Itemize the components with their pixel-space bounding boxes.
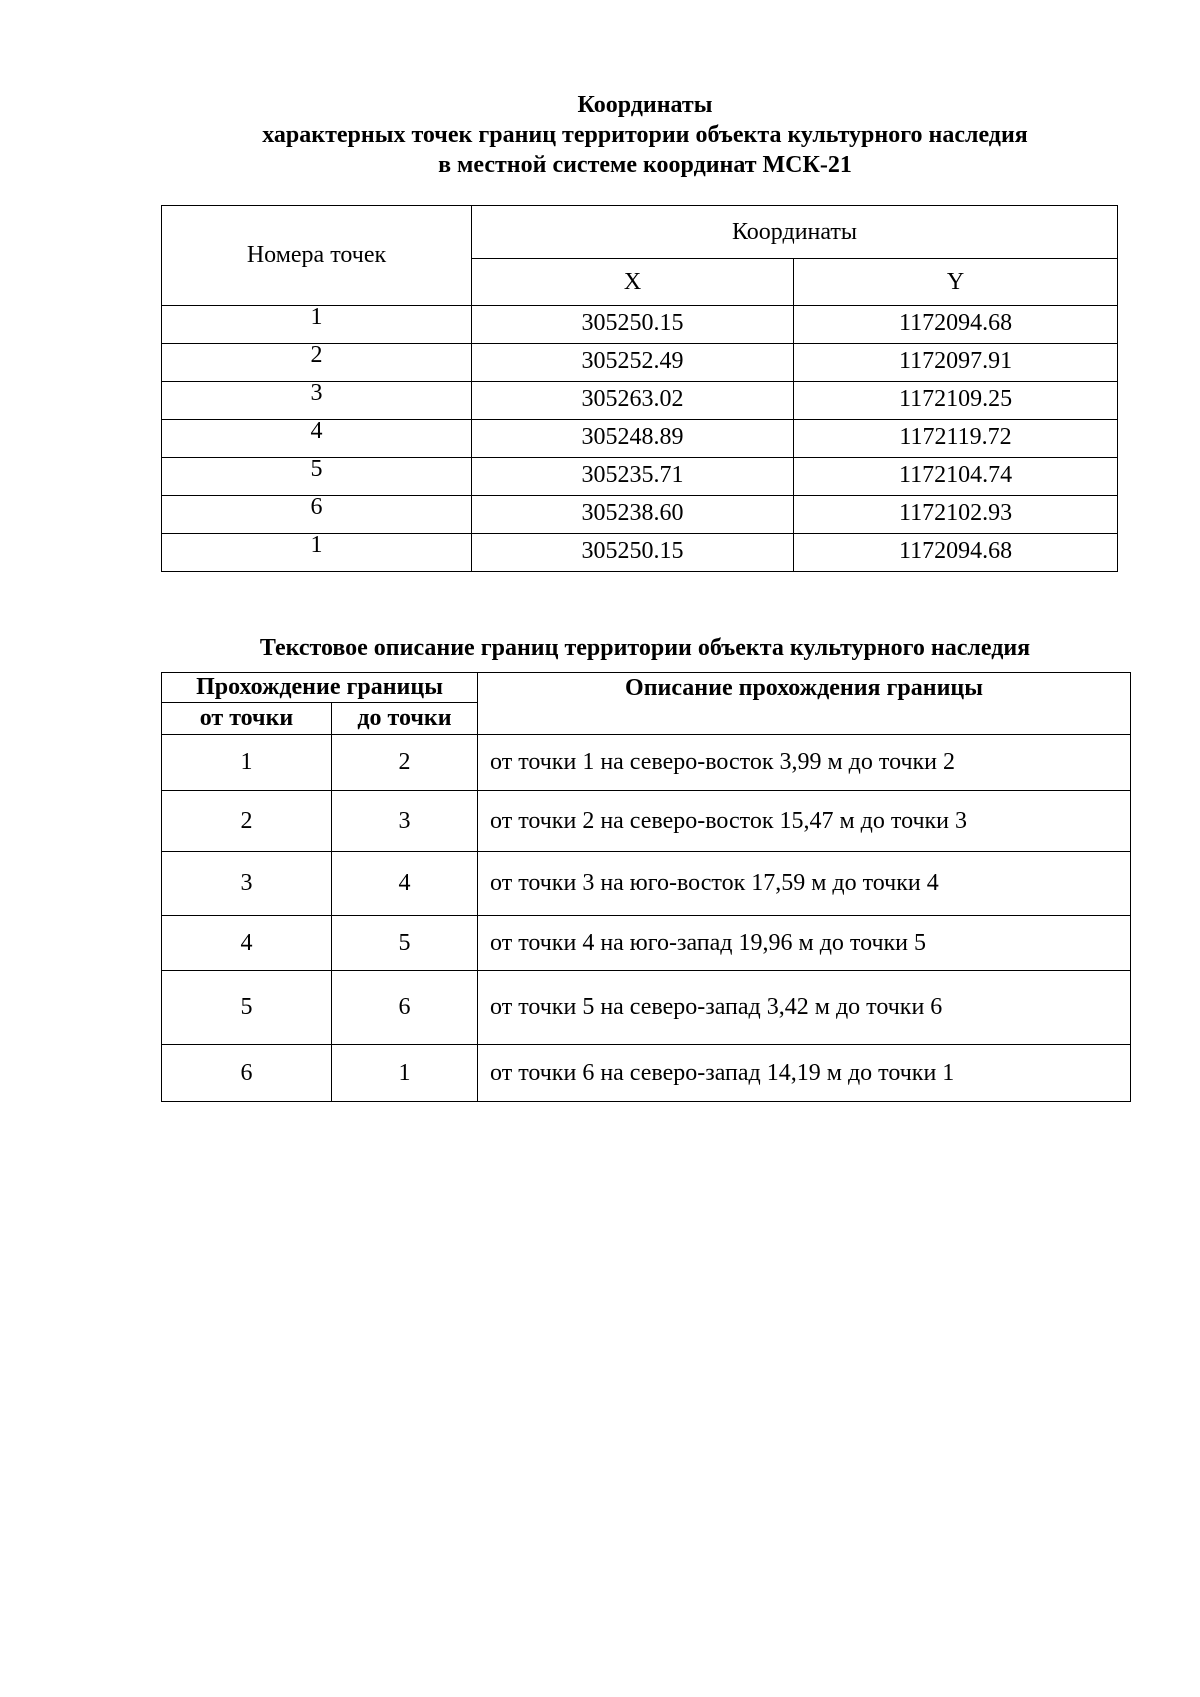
from-point: 1 — [162, 735, 332, 791]
boundary-description: от точки 1 на северо-восток 3,99 м до точки 2 — [478, 735, 1131, 791]
point-number: 6 — [162, 496, 472, 534]
boundary-description-table — [161, 672, 1131, 1102]
coord-x: 305248.89 — [472, 420, 794, 458]
to-point: 3 — [332, 791, 478, 852]
coord-y: 1172104.74 — [794, 458, 1118, 496]
coordinates-title — [160, 90, 1130, 180]
table-row — [162, 791, 1131, 852]
title-line-1: Координаты — [577, 92, 713, 118]
table-row — [162, 852, 1131, 916]
boundary-description: от точки 5 на северо-запад 3,42 м до точки 6 — [478, 971, 1131, 1045]
description-title: Текстовое описание границ территории объекта культурного наследия — [259, 635, 1031, 661]
from-point: 2 — [162, 791, 332, 852]
from-point: 5 — [162, 971, 332, 1045]
table-row — [162, 306, 1118, 344]
coord-y: 1172094.68 — [794, 534, 1118, 572]
header-to-point: до точки — [332, 703, 478, 735]
title-line-3: в местной системе координат МСК-21 — [438, 152, 852, 178]
coord-y: 1172097.91 — [794, 344, 1118, 382]
coord-x: 305252.49 — [472, 344, 794, 382]
coord-x: 305235.71 — [472, 458, 794, 496]
table-row — [162, 458, 1118, 496]
point-number: 4 — [162, 420, 472, 458]
point-number: 2 — [162, 344, 472, 382]
to-point: 2 — [332, 735, 478, 791]
table-row — [162, 1045, 1131, 1102]
coord-x: 305250.15 — [472, 306, 794, 344]
table-row — [162, 971, 1131, 1045]
coord-x: 305250.15 — [472, 534, 794, 572]
header-point-numbers: Номера точек — [162, 206, 472, 306]
from-point: 4 — [162, 916, 332, 971]
table-row — [162, 916, 1131, 971]
boundary-description: от точки 3 на юго-восток 17,59 м до точки 4 — [478, 852, 1131, 916]
header-boundary-passage: Прохождение границы — [162, 673, 478, 703]
coord-y: 1172119.72 — [794, 420, 1118, 458]
point-number: 1 — [162, 534, 472, 572]
point-number: 5 — [162, 458, 472, 496]
coord-x: 305263.02 — [472, 382, 794, 420]
header-y: Y — [794, 259, 1118, 306]
table-row — [162, 496, 1118, 534]
table-row — [162, 420, 1118, 458]
header-description: Описание прохождения границы — [478, 673, 1131, 735]
boundary-description: от точки 4 на юго-запад 19,96 м до точки 5 — [478, 916, 1131, 971]
point-number: 3 — [162, 382, 472, 420]
header-x: X — [472, 259, 794, 306]
coord-y: 1172094.68 — [794, 306, 1118, 344]
coord-x: 305238.60 — [472, 496, 794, 534]
coord-y: 1172102.93 — [794, 496, 1118, 534]
to-point: 4 — [332, 852, 478, 916]
table-row — [162, 344, 1118, 382]
from-point: 3 — [162, 852, 332, 916]
coordinates-table — [161, 205, 1118, 572]
header-coordinates: Координаты — [472, 206, 1118, 259]
to-point: 5 — [332, 916, 478, 971]
from-point: 6 — [162, 1045, 332, 1102]
title-line-2: характерных точек границ территории объекта культурного наследия — [262, 122, 1028, 148]
point-number: 1 — [162, 306, 472, 344]
coord-y: 1172109.25 — [794, 382, 1118, 420]
to-point: 1 — [332, 1045, 478, 1102]
table-row — [162, 534, 1118, 572]
table-row — [162, 735, 1131, 791]
boundary-description: от точки 6 на северо-запад 14,19 м до точки 1 — [478, 1045, 1131, 1102]
boundary-description: от точки 2 на северо-восток 15,47 м до точки 3 — [478, 791, 1131, 852]
to-point: 6 — [332, 971, 478, 1045]
table-row — [162, 382, 1118, 420]
header-from-point: от точки — [162, 703, 332, 735]
